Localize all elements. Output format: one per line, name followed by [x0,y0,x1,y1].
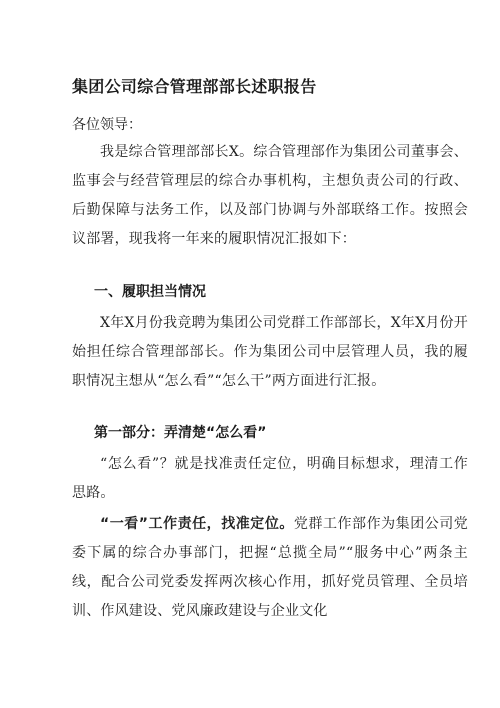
point1-text: 党群工作部作为集团公司党委下属的综合办事部门，把握“总揽全局”“服务中心”两条主线，配合公司党委发挥两次核心作用，抓好党员管理、全员培训、作风建设、党风廉政建设与企业文化 [72,516,468,619]
salutation: 各位领导： [72,117,142,133]
point1-lead: “一看”工作责任，找准定位。 [100,516,294,532]
intro-paragraph: 我是综合管理部部长X。综合管理部作为集团公司董事会、监事会与经营管理层的综合办事机构，主想负责公司的行政、后勤保障与法务工作，以及部门协调与外部联络工作。按照会议部署，现我将一年来的履职情况汇报如下： [72,144,468,247]
document-title: 集团公司综合管理部部长述职报告 [72,77,317,96]
part1-paragraph: “怎么看”？就是找准责任定位，明确目标想求，理清工作思路。 [72,456,468,501]
section-heading-1: 一、履职担当情况 [94,284,206,300]
part1-heading: 第一部分：弄清楚“怎么看” [94,425,267,441]
section1-paragraph: X年X月份我竞聘为集团公司党群工作部部长，X年X月份开始担任综合管理部部长。作为集团公司中层管理人员，我的履职情况主想从“怎么看”“怎么干”两方面进行汇报。 [72,315,468,389]
point1-paragraph [72,510,468,626]
